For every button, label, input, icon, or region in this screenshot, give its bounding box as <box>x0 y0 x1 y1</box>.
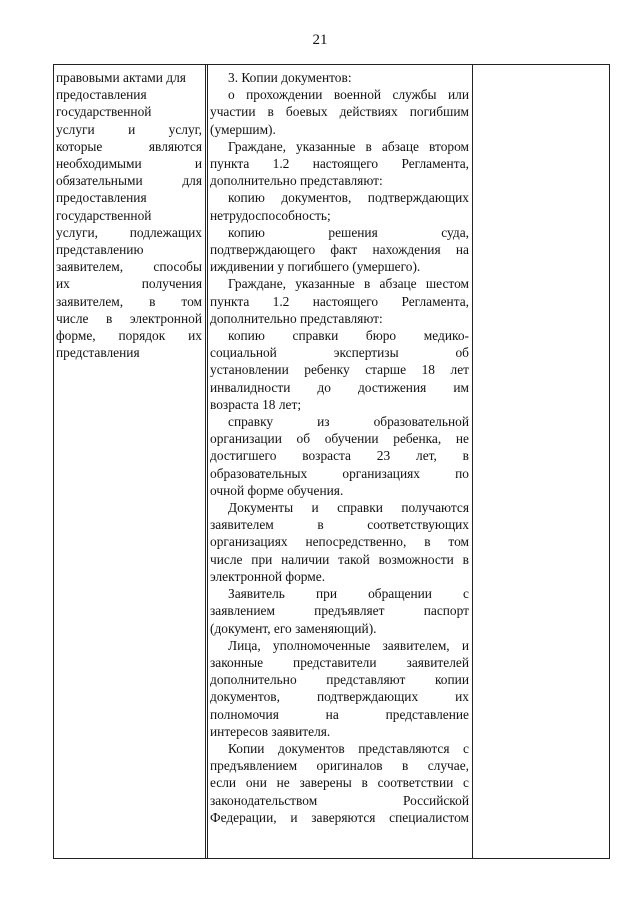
text-line: правовыми актами для <box>56 70 186 85</box>
text-line: Федерации, и заверяются специалистом <box>210 809 469 825</box>
document-table <box>53 64 610 859</box>
text-line: интересов заявителя. <box>210 723 331 739</box>
text-line: государственной <box>56 207 152 223</box>
table-cell-content <box>210 69 469 826</box>
text-line: если они не заверены в соответствии с <box>210 775 469 791</box>
text-line: копию справки бюро медико- <box>228 328 469 344</box>
text-line: государственной <box>56 104 152 120</box>
text-line: Документы и справки получаются <box>228 500 469 516</box>
text-line: их получения <box>56 276 202 292</box>
text-line: представления <box>56 345 140 361</box>
text-line: (умершим). <box>210 121 276 137</box>
text-line: пункта 1.2 настоящего Регламента, <box>210 156 469 172</box>
text-line: о прохождении военной службы или <box>228 87 469 103</box>
text-line: очной форме обучения. <box>210 482 344 498</box>
text-line: (документ, его заменяющий). <box>210 620 377 636</box>
text-line: инвалидности до достижения им <box>210 379 469 395</box>
text-line: копию решения суда, <box>228 224 469 240</box>
text-line: Заявитель при обращении с <box>228 586 469 602</box>
text-line: которые являются <box>56 138 202 154</box>
text-line: дополнительно представляют: <box>210 173 383 189</box>
text-line: подтверждающего факт нахождения на <box>210 242 469 258</box>
text-line: справку из образовательной <box>228 414 469 430</box>
text-line: заявителем, в том <box>56 293 202 309</box>
text-line: организациях непосредственно, в том <box>210 534 469 550</box>
text-line: документов, подтверждающих их <box>210 689 469 705</box>
text-line: иждивении у погибшего (умершего). <box>210 259 421 275</box>
column-divider <box>207 65 208 858</box>
text-line: образовательных организациях по <box>210 465 469 481</box>
text-line: Граждане, указанные в абзаце втором <box>228 138 469 154</box>
text-line: числе при наличии такой возможности в <box>210 551 469 567</box>
text-line: установлении ребенку старше 18 лет <box>210 362 469 378</box>
text-line: законные представители заявителей <box>210 654 469 670</box>
column-divider <box>205 65 206 858</box>
text-line: заявлением предъявляет паспорт <box>210 603 469 619</box>
text-line: дополнительно представляют: <box>210 310 383 326</box>
text-line: представлению <box>56 242 144 258</box>
text-line: копию документов, подтверждающих <box>228 190 469 206</box>
text-line: полномочия на представление <box>210 706 469 722</box>
table-cell-description <box>56 69 202 361</box>
text-line: Копии документов представляются с <box>228 740 469 756</box>
text-line: услуги и услуг, <box>56 121 202 137</box>
text-line: организации об обучении ребенка, не <box>210 431 469 447</box>
text-line: предоставления <box>56 87 147 103</box>
text-line: социальной экспертизы об <box>210 345 469 361</box>
text-line: достигшего возраста 23 лет, в <box>210 448 469 464</box>
column-divider <box>472 65 473 858</box>
text-line: возраста 18 лет; <box>210 396 302 412</box>
text-line: электронной форме. <box>210 568 326 584</box>
text-line: законодательством Российской <box>210 792 469 808</box>
text-line: услуги, подлежащих <box>56 224 202 240</box>
text-line: необходимыми и <box>56 156 202 172</box>
text-line: заявителем, способы <box>56 259 202 275</box>
text-line: 3. Копии документов: <box>228 70 352 85</box>
page-number: 21 <box>312 32 328 48</box>
text-line: дополнительно представляют копии <box>210 672 469 688</box>
text-line: числе в электронной <box>56 310 202 326</box>
text-line: пункта 1.2 настоящего Регламента, <box>210 293 469 309</box>
text-line: предъявлением оригиналов в случае, <box>210 758 469 774</box>
text-line: нетрудоспособность; <box>210 207 331 223</box>
text-line: обязательными для <box>56 173 202 189</box>
text-line: участии в боевых действиях погибшим <box>210 104 469 120</box>
text-line: Граждане, указанные в абзаце шестом <box>228 276 469 292</box>
text-line: форме, порядок их <box>56 328 202 344</box>
text-line: предоставления <box>56 190 147 206</box>
text-line: Лица, уполномоченные заявителем, и <box>228 637 469 653</box>
text-line: заявителем в соответствующих <box>210 517 469 533</box>
